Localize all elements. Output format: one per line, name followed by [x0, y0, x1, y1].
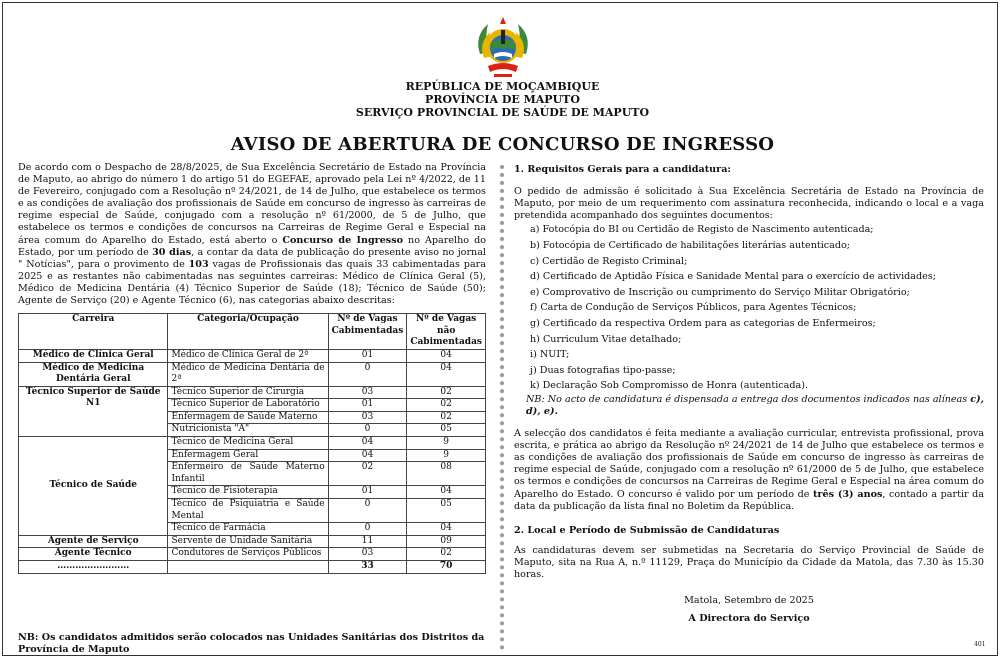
funded-cell: 0 — [328, 424, 407, 437]
funded-cell: 01 — [328, 486, 407, 499]
selection-text-1: A selecção dos candidatos é feita mediante a avaliação curricular, entrevista profissional, prova escrita, e prática ao abrigo da Resolução nº 24/2021 de 14 de Julho que estabelece os termos e as condições de avaliação dos profissionais de Saúde em concurso de ingresso às carreiras de regime especial de Saúde, conjugado com a resolução nº 61/2000 de 5 de Julho, que estabelece os termos e condições de concursos na Carreiras de Regime Geral e Especial na área comum do Aparelho do Estado. O concurso é valido por um período de — [514, 428, 984, 500]
funded-cell: 0 — [328, 499, 407, 523]
category-cell: Técnico de Psiquiatria e Saúde Mental — [168, 499, 328, 523]
career-cell: Médico de Clínica Geral — [19, 349, 168, 362]
category-cell: Técnico de Fisioterapia — [168, 486, 328, 499]
unfunded-cell: 08 — [407, 462, 486, 486]
table-row — [19, 386, 486, 399]
unfunded-cell: 9 — [407, 437, 486, 450]
section-2-title: 2. Local e Período de Submissão de Candidaturas — [514, 524, 780, 536]
placement-note: NB: Os candidatos admitidos serão colocados nas Unidades Sanitárias dos Distritos da Província de Maputo — [18, 632, 485, 655]
total-empty-cell — [168, 561, 328, 574]
unfunded-cell: 05 — [407, 499, 486, 523]
unfunded-cell: 09 — [407, 535, 486, 548]
category-cell: Técnico Superior de Cirurgia — [168, 386, 328, 399]
table-row — [19, 362, 486, 386]
intro-text-3: , a contar da data de publicação do presente aviso no jornal " Notícias", para o provimento de — [18, 246, 487, 270]
header-funded: Nº de Vagas Cabimentadas — [328, 314, 407, 350]
section-2-text: As candidaturas devem ser submetidas na Secretaria do Serviço Provincial de Saúde de Maputo, sita na Rua A, n.º 11129, Praça do Município da Cidade da Matola, das 7.30 às 15.30 horas. — [514, 544, 984, 581]
documents-note — [514, 394, 984, 418]
list-item: f) Carta de Condução de Serviços Públicos, para Agentes Técnicos; — [530, 302, 857, 314]
intro-text-1: De acordo com o Despacho de 28/8/2025, de Sua Excelência Secretário de Estado na Província de Maputo, ao abrigo do número 1 do artigo 51 do EGEFAE, aprovado pela Lei nº 4/2022, de 11 de Fevereiro, conjugado com a Resolução nº 24/2021, de 14 de Julho, que estabelece os termos e as condições de avaliação dos profissionais de Saúde em concurso de ingresso às carreiras de regime especial de Saúde, conjugado com a resolução nº 61/2000, de 5 de Julho, que estabelece os termos e condições de concursos na Carreiras de Regime Geral e Especial na área comum do Aparelho do Estado, está aberto o — [18, 162, 486, 246]
funded-cell: 11 — [328, 535, 407, 548]
unfunded-cell: 04 — [407, 349, 486, 362]
category-cell: Servente de Unidade Sanitária — [168, 535, 328, 548]
intro-text-2: no Aparelho do Estado, por um período de — [18, 234, 486, 258]
category-cell: Condutores de Serviços Públicos — [168, 548, 328, 561]
total-funded-cell: 33 — [328, 561, 407, 574]
intro-bold-vacancies: 103 — [188, 258, 209, 270]
intro-paragraph — [18, 162, 486, 307]
table-total-row — [19, 561, 486, 574]
unfunded-cell: 02 — [407, 548, 486, 561]
category-cell: Técnico de Farmácia — [168, 523, 328, 536]
institution-header — [0, 80, 1005, 119]
notice-title: AVISO DE ABERTURA DE CONCURSO DE INGRESSO — [230, 134, 775, 155]
funded-cell: 0 — [328, 523, 407, 536]
career-cell: Agente de Serviço — [19, 535, 168, 548]
career-cell: Médico de Medicina Dentária Geral — [19, 362, 168, 386]
left-column — [18, 162, 486, 574]
header-line-republic: REPÚBLICA DE MOÇAMBIQUE — [405, 80, 600, 93]
intro-bold-contest: Concurso de Ingresso — [282, 234, 404, 246]
selection-paragraph — [514, 428, 984, 513]
place-date: Matola, Setembro de 2025 — [684, 595, 814, 607]
funded-cell: 03 — [328, 411, 407, 424]
category-cell: Técnico de Medicina Geral — [168, 437, 328, 450]
category-cell: Enfermagem de Saúde Materno — [168, 411, 328, 424]
funded-cell: 04 — [328, 449, 407, 462]
table-row — [19, 349, 486, 362]
header-unfunded: Nº de Vagas não Cabimentadas — [407, 314, 486, 350]
category-cell: Médico de Clínica Geral de 2ª — [168, 349, 328, 362]
total-unfunded-cell: 70 — [407, 561, 486, 574]
list-item: k) Declaração Sob Compromisso de Honra (autenticada). — [530, 380, 809, 392]
category-cell: Enfermeiro de Saúde Materno Infantil — [168, 462, 328, 486]
unfunded-cell: 04 — [407, 523, 486, 536]
section-1-title: 1. Requisitos Gerais para a candidatura: — [514, 164, 731, 175]
unfunded-cell: 02 — [407, 411, 486, 424]
header-category: Categoria/Ocupação — [168, 314, 328, 350]
list-item: h) Curriculum Vitae detalhado; — [530, 333, 682, 345]
signature-line: A Directora do Serviço — [688, 613, 810, 625]
funded-cell: 03 — [328, 548, 407, 561]
unfunded-cell: 04 — [407, 362, 486, 386]
header-line-service: SERVIÇO PROVINCIAL DE SAÚDE DE MAPUTO — [355, 106, 650, 119]
funded-cell: 02 — [328, 462, 407, 486]
category-cell: Enfermagem Geral — [168, 449, 328, 462]
funded-cell: 01 — [328, 399, 407, 412]
career-cell: Agente Técnico — [19, 548, 168, 561]
table-header-row — [19, 314, 486, 350]
funded-cell: 03 — [328, 386, 407, 399]
funded-cell: 04 — [328, 437, 407, 450]
selection-text-2: , contado a partir da data da publicação da lista final no Boletim da República. — [514, 488, 985, 512]
page-number: 401 — [974, 641, 986, 648]
funded-cell: 01 — [328, 349, 407, 362]
vacancies-table — [18, 313, 486, 573]
list-item: d) Certificado de Aptidão Física e Sanidade Mental para o exercício de actividades; — [530, 271, 937, 283]
career-cell: Técnico de Saúde — [19, 437, 168, 536]
category-cell: Nutricionista "A" — [168, 424, 328, 437]
list-item: e) Comprovativo de Inscrição ou cumprimento do Serviço Militar Obrigatório; — [530, 286, 910, 298]
table-row — [19, 535, 486, 548]
list-item: b) Fotocópia de Certificado de habilitações literárias autenticado; — [530, 239, 851, 251]
required-documents-list — [514, 222, 984, 394]
unfunded-cell: 05 — [407, 424, 486, 437]
header-line-province: PROVÍNCIA DE MAPUTO — [425, 93, 580, 106]
selection-bold-period: três (3) anos — [812, 488, 883, 500]
list-item: c) Certidão de Registo Criminal; — [530, 255, 688, 267]
list-item: j) Duas fotografias tipo-passe; — [530, 364, 676, 376]
section-1-intro: O pedido de admissão é solicitado à Sua Excelência Secretária de Estado na Província de Maputo, por meio de um requerimento com assinatura reconhecida, indicando o local e a vaga pretendida acompanhado dos seguintes documentos: — [514, 186, 984, 222]
table-row — [19, 548, 486, 561]
career-cell: Técnico Superior de Saúde N1 — [19, 386, 168, 436]
header-career: Carreira — [19, 314, 168, 350]
documents-note-text: NB: No acto de candidatura é dispensada a entrega dos documentos indicados nas alíneas — [526, 393, 971, 405]
unfunded-cell: 04 — [407, 486, 486, 499]
intro-text-4: vagas de Profissionais das quais 33 cabimentadas para 2025 e as restantes não cabimentadas nas seguintes carreiras: Médico de Clínica Geral (5), Médico de Medicina Dentária (4) Técnico Superior de Saúde (18); Técnico de Saúde (50); Agente de Serviço (20) e Agente Técnico (6), nas categorias abaixo descritas: — [18, 258, 486, 307]
funded-cell: 0 — [328, 362, 407, 386]
unfunded-cell: 9 — [407, 449, 486, 462]
documents-note-items: c), d), e). — [526, 393, 984, 417]
category-cell: Técnico Superior de Laboratório — [168, 399, 328, 412]
list-item: i) NUIT; — [530, 349, 570, 361]
category-cell: Médico de Medicina Dentária de 2ª — [168, 362, 328, 386]
right-column — [514, 164, 984, 625]
list-item: g) Certificado da respectiva Ordem para as categorias de Enfermeiros; — [530, 317, 876, 329]
total-label-cell: …………………… — [19, 561, 168, 574]
list-item: a) Fotocópia do BI ou Certidão de Registo de Nascimento autenticada; — [530, 224, 874, 236]
table-row — [19, 437, 486, 450]
intro-bold-days: 30 dias — [152, 246, 192, 258]
coat-of-arms-emblem — [470, 14, 536, 80]
unfunded-cell: 02 — [407, 399, 486, 412]
unfunded-cell: 02 — [407, 386, 486, 399]
column-divider — [500, 165, 504, 650]
